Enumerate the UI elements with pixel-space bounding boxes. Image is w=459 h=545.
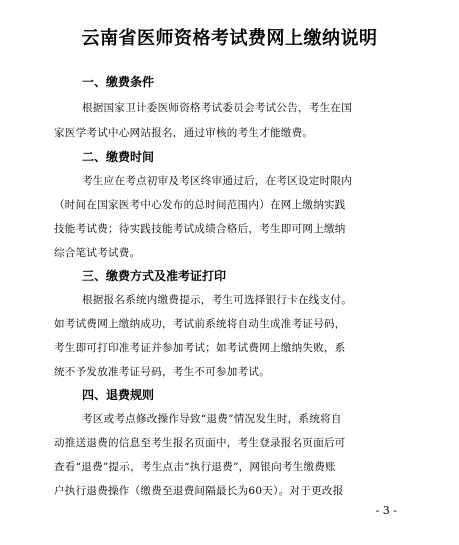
paragraph-line: 如考试费网上缴纳成功，考试前系统将自动生成准考证号码， xyxy=(54,318,346,330)
paragraph-line: （时间在国家医考中心发布的总时间范围内）在网上缴纳实践 xyxy=(54,199,346,211)
paragraph-line: 综合笔试考试费。 xyxy=(54,247,141,259)
paragraph-line: 查看“退费”提示，考生点击“执行退费”，网银向考生缴费账 xyxy=(54,461,336,473)
page-number: - 3 - xyxy=(375,504,397,517)
paragraph-line: 户执行退费操作（缴费至退费间隔最长为60天）。对于更改报 xyxy=(54,485,344,497)
section-heading-method: 三、缴费方式及准考证打印 xyxy=(82,269,227,283)
paragraph-line: 统不予发放准考证号码，考生不可参加考试。 xyxy=(54,366,270,378)
paragraph-line: 根据报名系统内缴费提示，考生可选择银行卡在线支付。 xyxy=(82,294,352,306)
section-heading-time: 二、缴费时间 xyxy=(82,150,155,164)
paragraph-line: 技能考试费；待实践技能考试成绩合格后，考生即可网上缴纳 xyxy=(54,223,346,235)
paragraph-line: 考生应在考点初审及考区终审通过后，在考区设定时限内 xyxy=(82,175,352,187)
section-heading-refund: 四、退费规则 xyxy=(82,388,155,402)
paragraph-line: 考区或考点修改操作导致“退费”情况发生时，系统将自 xyxy=(82,413,342,425)
paragraph-line: 家医学考试中心网站报名，通过审核的考生才能缴费。 xyxy=(54,127,314,139)
section-heading-conditions: 一、缴费条件 xyxy=(82,75,155,89)
page-title: 云南省医师资格考试费网上缴纳说明 xyxy=(81,28,378,49)
paragraph-line: 根据国家卫计委医师资格考试委员会考试公告，考生在国 xyxy=(82,102,352,114)
paragraph-line: 动推送退费的信息至考生报名页面中，考生登录报名页面后可 xyxy=(54,437,346,449)
paragraph-line: 考生即可打印准考证并参加考试；如考试费网上缴纳失败，系 xyxy=(54,342,346,354)
